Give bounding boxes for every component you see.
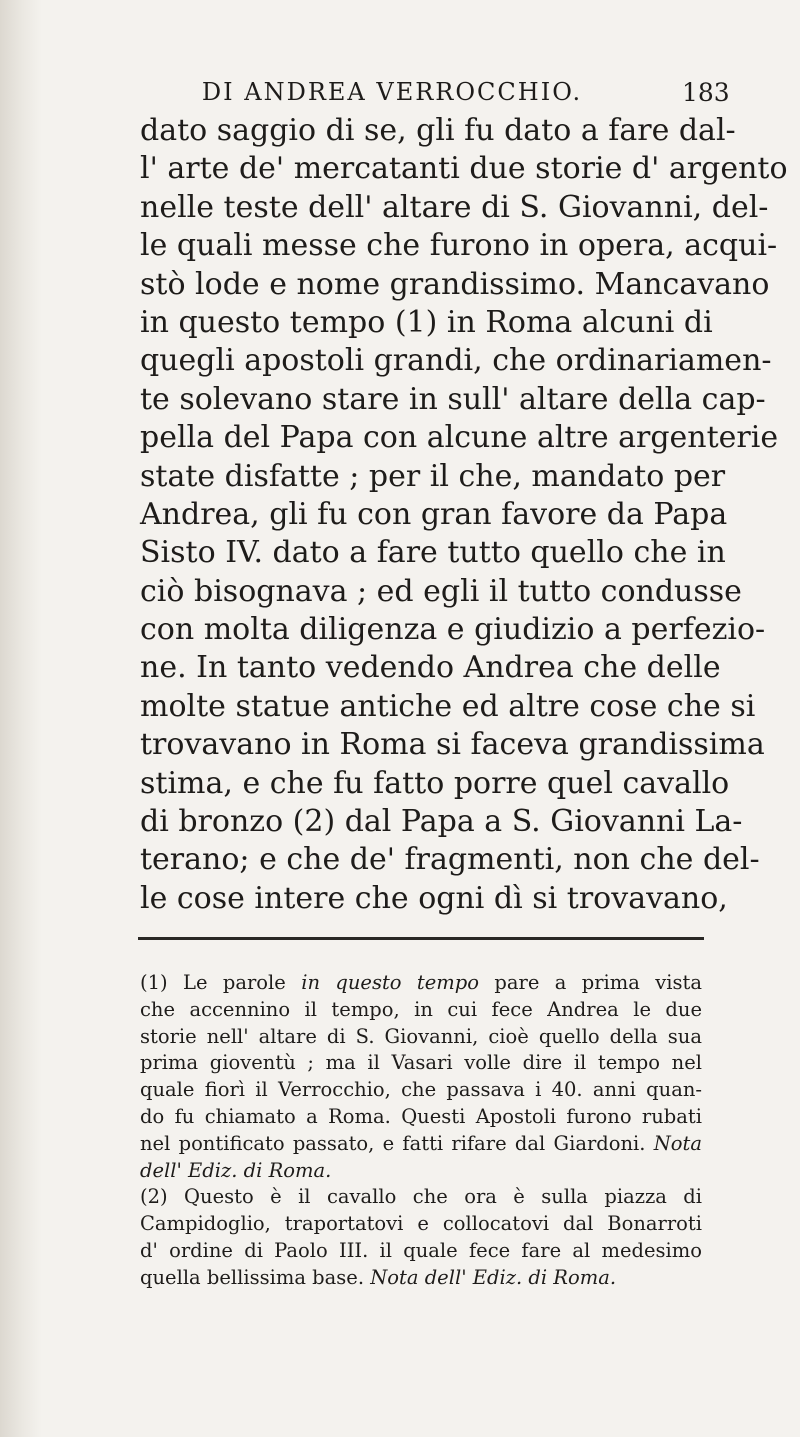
- text-line: trovavano in Roma si faceva grandissima: [140, 727, 765, 763]
- footnote-line: [140, 1211, 702, 1238]
- text-line: dato saggio di se, gli fu dato a fare dal-: [140, 113, 736, 148]
- footnote-text: do fu chiamato a Roma. Questi Apostoli furono rubati: [140, 1104, 702, 1128]
- footnote-line: [140, 1024, 702, 1051]
- footnote-italic-text: in questo tempo: [301, 971, 480, 994]
- running-title: DI ANDREA VERROCCHIO.: [201, 78, 583, 106]
- footnote-text: quella bellissima base.: [140, 1265, 371, 1289]
- footnote-line: [140, 997, 702, 1024]
- text-line: in questo tempo (1) in Roma alcuni di: [140, 304, 713, 340]
- footnote-line: [140, 1158, 702, 1185]
- text-line: terano; e che de' fragmenti, non che del-: [140, 842, 760, 878]
- text-line: ne. In tanto vedendo Andrea che delle: [140, 650, 721, 686]
- text-line: con molta diligenza e giudizio a perfezio-: [140, 612, 766, 648]
- footnote-line: [140, 1104, 702, 1131]
- footnote-text: (2) Questo è il cavallo che ora è sulla piazza di: [140, 1185, 702, 1209]
- text-line: ciò bisognava ; ed egli il tutto condusse: [140, 573, 742, 609]
- footnote-line: [140, 1077, 702, 1104]
- page-header: [0, 72, 800, 112]
- footnote-text: (1) Le parole: [140, 971, 302, 994]
- text-line: le quali messe che furono in opera, acqui-: [140, 228, 778, 264]
- text-line: molte statue antiche ed altre cose che si: [140, 688, 756, 724]
- text-line: Sisto IV. dato a fare tutto quello che in: [140, 535, 726, 571]
- text-line: quegli apostoli grandi, che ordinariamen-: [140, 343, 772, 379]
- footnote-line: [140, 970, 702, 997]
- text-line: pella del Papa con alcune altre argenterie: [140, 420, 779, 456]
- footnote-text: nel pontificato passato, e fatti rifare dal Giardoni.: [140, 1131, 654, 1155]
- text-line: le cose intere che ogni dì si trovavano,: [140, 880, 728, 916]
- footnote-italic-text: dell' Ediz. di Roma.: [140, 1158, 332, 1182]
- footnote-text: Campidoglio, traportatovi e collocatovi dal Bonarroti: [140, 1212, 702, 1236]
- footnote-line: [140, 1184, 702, 1211]
- footnote-text: prima gioventù ; ma il Vasari volle dire il tempo nel: [140, 1051, 702, 1075]
- footnote-text: che accennino il tempo, in cui fece Andrea le due: [140, 997, 702, 1021]
- text-line: state disfatte ; per il che, mandato per: [140, 458, 726, 494]
- footnote-italic-text: Nota: [653, 1131, 702, 1155]
- footnote-line: [140, 1050, 702, 1077]
- text-line: stò lode e nome grandissimo. Mancavano: [140, 266, 770, 302]
- page-gutter-shadow: [0, 0, 42, 1437]
- main-text: [140, 112, 788, 918]
- footnote-text: d' ordine di Paolo III. il quale fece fare al medesimo: [140, 1238, 702, 1262]
- text-line: l' arte de' mercatanti due storie d' argento: [140, 151, 788, 187]
- footnotes: [140, 970, 702, 1292]
- footnote-italic-text: Nota dell' Ediz. di Roma.: [370, 1265, 617, 1289]
- footnote-line: [140, 1265, 702, 1292]
- footnote-text: pare a prima vista: [479, 971, 702, 994]
- footnote-line: [140, 1131, 702, 1158]
- footnote-text: quale fiorì il Verrocchio, che passava i 40. anni quan-: [140, 1078, 702, 1102]
- text-line: Andrea, gli fu con gran favore da Papa: [140, 496, 728, 532]
- text-line: te solevano stare in sull' altare della cap-: [140, 381, 766, 417]
- footnote-separator: [138, 937, 704, 940]
- footnote-line: [140, 1238, 702, 1265]
- text-line: nelle teste dell' altare di S. Giovanni, del-: [140, 189, 769, 225]
- footnote-text: storie nell' altare di S. Giovanni, cioè quello della sua: [140, 1024, 702, 1048]
- page-number: 183: [682, 78, 730, 107]
- text-line: stima, e che fu fatto porre quel cavallo: [140, 765, 730, 801]
- text-line: di bronzo (2) dal Papa a S. Giovanni La-: [140, 804, 743, 840]
